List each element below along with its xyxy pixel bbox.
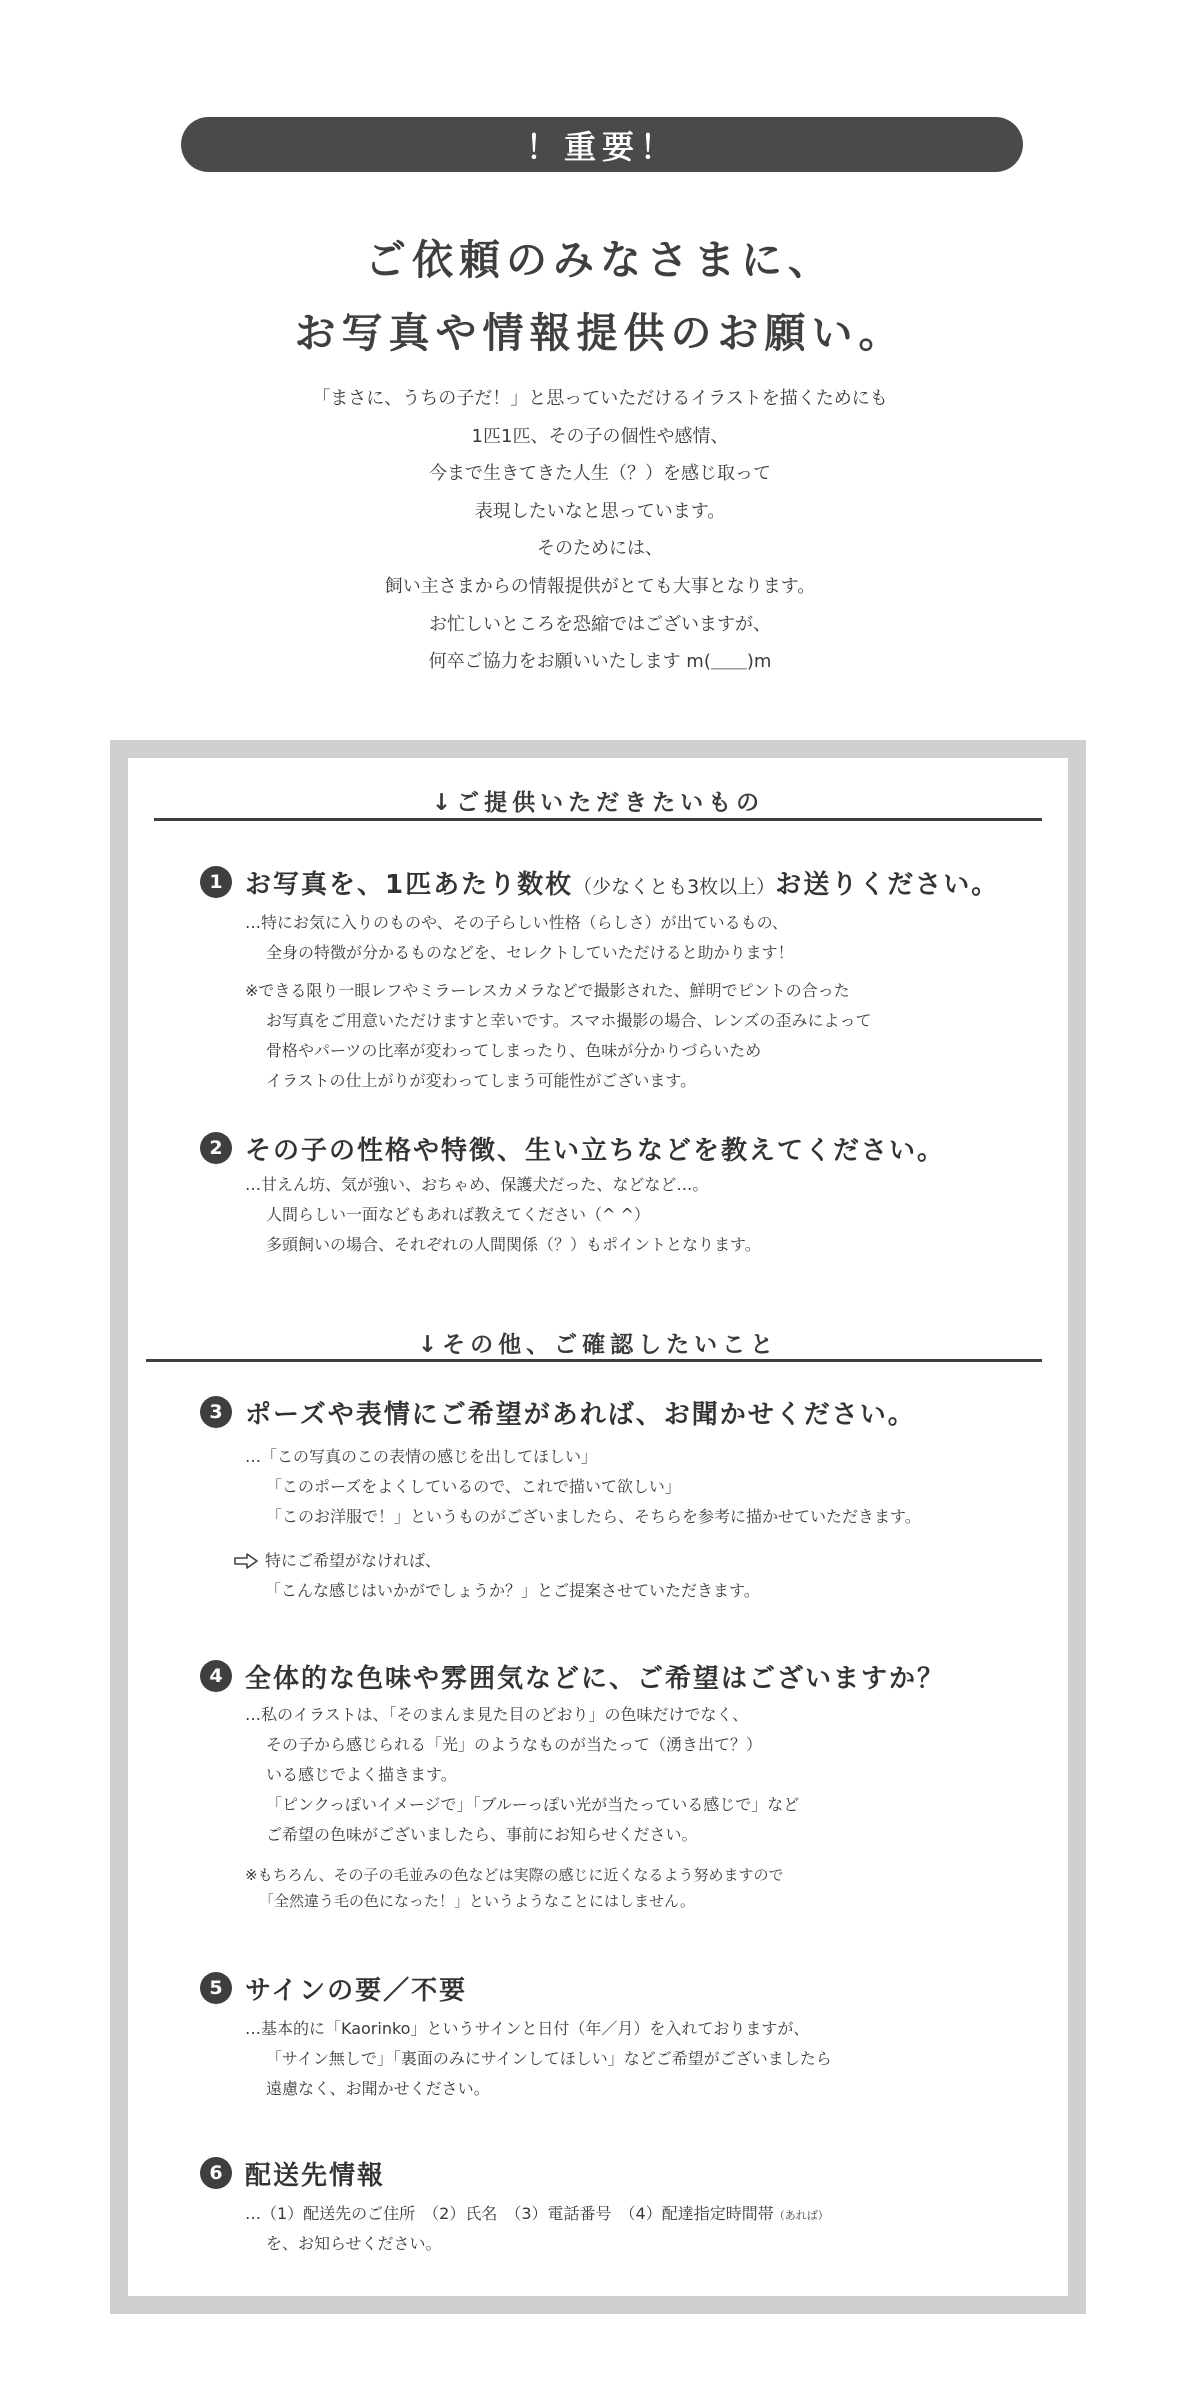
intro-line: 何卒ご協力をお願いいたします m(＿＿)m: [428, 651, 772, 673]
info-box: [110, 740, 1086, 2314]
item-description: …基本的に「Kaorinko」というサインと日付（年／月）を入れておりますが、 「サイン無しで」「裏面のみにサインしてほしい」などご希望がございましたら 遠慮なく、お聞かせください。: [245, 2019, 832, 2098]
intro-line: 「まさに、うちの子だ！」と思っていただけるイラストを描くためにも: [312, 388, 888, 409]
number-badge: 6: [200, 2157, 232, 2189]
item-title: サインの要／不要: [245, 1975, 468, 2006]
number-badge: 3: [200, 1396, 232, 1428]
item-3: [200, 1392, 1080, 1606]
right-arrow-icon: [233, 1552, 259, 1570]
item-note: ※もちろん、その子の毛並みの色などは実際の感じに近くなるよう努めますので 「全然違う毛の色になった！」というようなことにはしません。: [245, 1866, 784, 1910]
item-description: …特にお気に入りのものや、その子らしい性格（らしさ）が出ているもの、 全身の特徴が分かるものなどを、セレクトしていただけると助かります！: [245, 913, 794, 962]
intro-line: そのためには、: [537, 538, 663, 560]
item-title: お写真を、1匹あたり数枚（少なくとも3枚以上）お送りください。: [245, 869, 1000, 900]
intro-text: [0, 380, 1200, 681]
item-description: …甘えん坊、気が強い、おちゃめ、保護犬だった、などなど…。 人間らしい一面などもあれば教えてください（^ ^） 多頭飼いの場合、それぞれの人間関係（？）もポイントとなります。: [245, 1175, 761, 1254]
item-description: …私のイラストは、「そのまんま見た目のどおり」の色味だけでなく、 その子から感じられる「光」のようなものが当たって（湧き出て？） いる感じでよく描きます。 「ピンクっぽいイメージで」「ブルーっぽい光が当たっている感じで」など ご希望の色味がございましたら、事前にお知らせください。: [245, 1705, 800, 1844]
number-badge: 5: [200, 1972, 232, 2004]
number-badge: 1: [200, 866, 232, 898]
intro-line: 飼い主さまからの情報提供がとても大事となります。: [384, 575, 816, 597]
section-divider: [146, 1359, 1042, 1362]
item-title: その子の性格や特徴、生い立ちなどを教えてください。: [245, 1135, 946, 1166]
item-description: …（1）配送先のご住所 （2）氏名 （3）電話番号 （4）配達指定時間帯（あれば） を、お知らせください。: [245, 2204, 829, 2253]
intro-line: 表現したいなと思っています。: [474, 500, 726, 522]
section-divider: [154, 818, 1042, 821]
item-6: [200, 2153, 1080, 2259]
item-2: [200, 1128, 1080, 1260]
item-note: ※できる限り一眼レフやミラーレスカメラなどで撮影された、鮮明でピントの合った お写真をご用意いただけますと幸いです。スマホ撮影の場合、レンズの歪みによって 骨格やパーツの比率が変わってしまったり、色味が分かりづらいため イラストの仕上がりが変わってしまう可能性がございます。: [245, 981, 872, 1090]
headline-line-1: ご依頼のみなさまに、: [365, 236, 835, 284]
section-heading-confirm: ↓その他、ご確認したいこと: [417, 1332, 779, 1358]
number-badge: 4: [200, 1660, 232, 1692]
item-5: [200, 1968, 1080, 2104]
item-title: 全体的な色味や雰囲気などに、ご希望はございますか？: [245, 1663, 946, 1694]
item-description: …「この写真のこの表情の感じを出してほしい」 「このポーズをよくしているので、これで描いて欲しい」 「このお洋服で！」というものがございましたら、そちらを参考に描かせていただきます。: [245, 1447, 921, 1526]
item-title: ポーズや表情にご希望があれば、お聞かせください。: [245, 1399, 916, 1430]
suggestion-note: 特にご希望がなければ、 「こんな感じはいかがでしょうか？」とご提案させていただきます。: [233, 1546, 1080, 1606]
section-heading-provide: ↓ご提供いただきたいもの: [431, 790, 765, 816]
intro-line: お忙しいところを恐縮ではございますが、: [429, 613, 771, 635]
item-4: [200, 1656, 1080, 1914]
item-1: [200, 862, 1080, 1096]
headline-line-2: お写真や情報提供のお願い。: [294, 309, 906, 357]
intro-line: 1匹1匹、その子の個性や感情、: [471, 425, 729, 447]
item-title: 配送先情報: [245, 2160, 386, 2191]
intro-line: 今まで生きてきた人生（？）を感じ取って: [429, 463, 771, 485]
number-badge: 2: [200, 1132, 232, 1164]
important-banner: ！重要！: [181, 117, 1023, 172]
